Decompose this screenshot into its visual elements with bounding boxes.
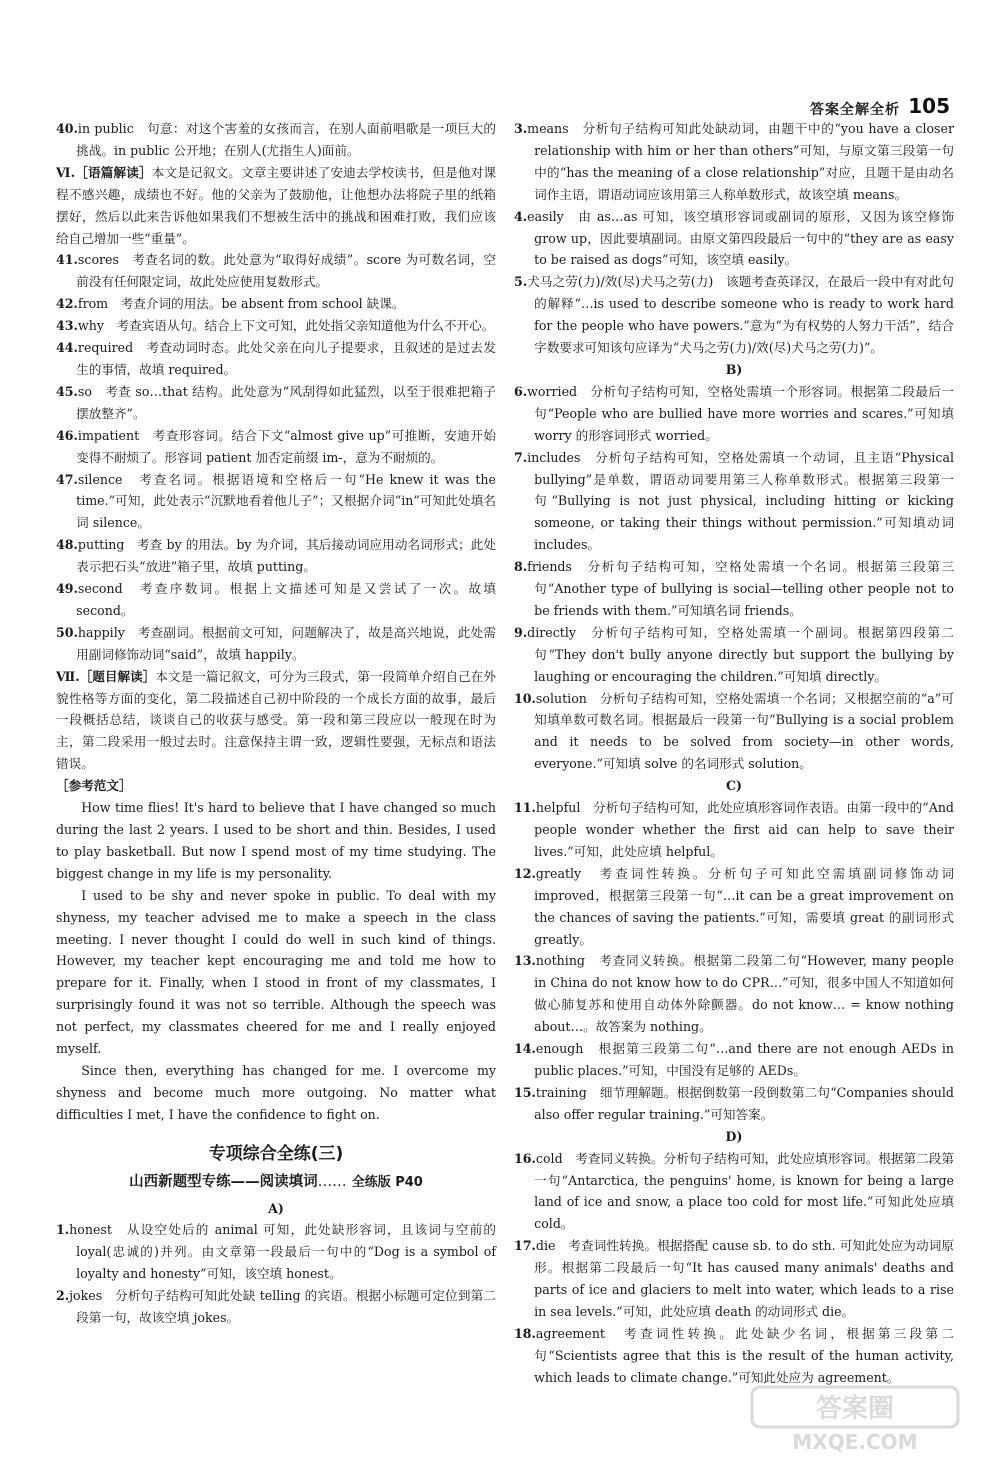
answer-item: 45.so 考查 so…that 结构。此处意为“风刮得如此猛烈，以至于很难把箱子摆放整齐”。	[56, 383, 496, 421]
header-title: 答案全解全析	[810, 102, 900, 118]
answer-item: 46.impatient 考查形容词。结合下文“almost give up”可推断，安迪开始变得不耐烦了。形容词 patient 加否定前缀 im-，意为不耐烦的。	[56, 427, 496, 465]
answer-item: 49.second 考查序数词。根据上文描述可知是又尝试了一次。故填 second。	[56, 581, 496, 618]
part-marker: D)	[725, 1128, 743, 1144]
answer-item: 11.helpful 分析句子结构可知，此处应填形容词作表语。由第一段中的“And people wonder whether the first aid can help to save their lives.”可知，此处应填 helpful。	[514, 800, 954, 859]
answer-item: 6.worried 分析句子结构可知，空格处需填一个形容词。根据第二段最后一句“People who are bullied have more worries and scares.”可知填 worry 的形容词形式 worried。	[514, 383, 954, 443]
section-title: 专项综合全练(三)	[208, 1143, 344, 1164]
section-subtitle: 山西新题型专练——阅读填词…… 全练版 P40	[129, 1173, 423, 1190]
answer-item: 47.silence 考查名词。根据语境和空格后一句“He knew it was the time.”可知，此处表示“沉默地看着他儿子”；又根据介词“in”可知此处填名词 silence。	[56, 471, 496, 531]
answer-item: 3.means 分析句子结构可知此处缺动词，由题干中的“you have a closer relationship with him or her than others”可知，与原文第三段第一句中的“has the meaning of a close relationship”对应，且题干是由动名词作主语，谓语动词应该用第三人称单数形式，故该空填 means。	[514, 121, 954, 202]
answer-item: 1.honest 从设空处后的 animal 可知，此处缺形容词，且该词与空前的 loyal(忠诚的)并列。由文章第一段最后一句中的“Dog is a symbol of loyalty and honesty”可知，该空填 honest。	[56, 1222, 496, 1282]
answer-item: 8.friends 分析句子结构可知，空格处需填一个名词。根据第三段第三句“Another type of bullying is social—telling other people not to be friends with them.”可知填名词 friends。	[514, 559, 954, 618]
essay-paragraph: I used to be shy and never spoke in public. To deal with my shyness, my teacher advised me to make a speech in the class meeting. I never thought I could do well in such kind of things. However, my teacher kept encouraging me and told me how to prepare for it. Finally, when I stood in front of my classmates, I surprisingly found it was not so terrible. Although the speech was not perfect, my classmates cheered for me and I really enjoyed myself.	[56, 887, 496, 1057]
answer-item: 44.required 考查动词时态。此处父亲在向儿子提要求，且叙述的是过去发生的事情，故填 required。	[56, 340, 496, 377]
part-marker: B)	[725, 361, 743, 377]
answer-item: 7.includes 分析句子结构可知，空格处需填一个动词，且主语“Physical bullying”是单数，谓语动词要用第三人称单数形式。根据第三段第一句“Bullying is not just physical, including hitting or kicking someone, or taking their things without permission.”可知填动词 includes。	[514, 449, 954, 553]
left-column	[56, 118, 496, 1329]
watermark-logo-text: 答案圈	[815, 1394, 895, 1424]
answer-item: 17.die 考查词性转换。根据搭配 cause sb. to do sth. 可知此处应为动词原形。根据第二段最后一句“It has caused many animals' deaths and parts of ice and glaciers to melt into water, which leads to a rise in sea levels.”可知，此处应填 death 的动词形式 die。	[514, 1238, 954, 1319]
watermark-url: MXQE.COM	[792, 1430, 918, 1454]
answer-item: 18.agreement 考查词性转换。此处缺少名词，根据第三段第二句“Scientists agree that this is the result of the human activity, which leads to climate change.”可知此处应为 agreement。	[514, 1325, 954, 1385]
answer-item: 9.directly 分析句子结构可知，空格处需填一个副词。根据第四段第二句“They don't bully anyone directly but support the bullying by laughing or encouraging the children.”可知填 directly。	[514, 624, 954, 684]
answer-item: 16.cold 考查同义转换。分析句子结构可知，此处应填形容词。根据第二段第一句“Antarctica, the penguins' home, is known for being a large land of ice and snow, a place too cold for most life.”可知此处应填 cold。	[514, 1150, 954, 1232]
answer-item: 4.easily 由 as…as 可知，该空填形容词或副词的原形，又因为该空修饰 grow up，因此要填副词。由原文第四段最后一句中的“they are as easy to be raised as dogs”可知，该空填 easily。	[514, 208, 954, 268]
part-marker: A)	[268, 1200, 284, 1216]
answer-item: 14.enough 根据第三段第二句“…and there are not enough AEDs in public places.”可知，中国没有足够的 AEDs。	[514, 1041, 954, 1078]
answer-item: 12.greatly 考查词性转换。分析句子可知此空需填副词修饰动词 improved，根据第三段第一句“…it can be a great improvement on the chances of saving the patients.”可知，需要填 great 的副词形式 greatly。	[514, 865, 954, 947]
page-number: 105	[908, 94, 950, 118]
answer-item: 48.putting 考查 by 的用法。by 为介词，其后接动词应用动名词形式；此处表示把石头“放进”箱子里，故填 putting。	[56, 537, 496, 575]
answer-item: 41.scores 考查名词的数。此处意为“取得好成绩”。score 为可数名词，空前没有任何限定词，故此处应使用复数形式。	[56, 252, 496, 290]
answer-item: 43.why 考查宾语从句。结合上下文可知，此处指父亲知道他为什么不开心。	[56, 318, 495, 334]
answer-item: 40.in public 句意：对这个害羞的女孩而言，在别人面前唱歌是一项巨大的挑战。in public 公开地；在别人(尤指生人)面前。	[56, 121, 496, 158]
answer-item: 13.nothing 考查同义转换。根据第二段第二句“However, many people in China do not know how to do CPR…”可知，很多中国人不知道如何做心肺复苏和使用自动体外除颤器。do not know… = know nothing about…。故答案为 nothing。	[514, 953, 954, 1035]
right-column	[514, 118, 954, 1389]
watermark-icon	[750, 1385, 960, 1455]
answer-item: 10.solution 分析句子结构可知，空格处需填一个名词；又根据空前的“a”可知填单数可数名词。根据最后一段第一句“Bullying is a social problem and it needs to be solved from society—in other words, everyone.”可知填 solve 的名词形式 solution。	[514, 690, 954, 772]
answer-item: 50.happily 考查副词。根据前文可知，问题解决了，故是高兴地说，此处需用副词修饰动词“said”，故填 happily。	[56, 624, 496, 662]
writing-analysis: Ⅶ.［题目解读］本文是一篇记叙文，可分为三段式，第一段简单介绍自己在外貌性格等方面的变化，第二段描述自己初中阶段的一个成长方面的故事，最后一段概括总结，谈谈自己的收获与感受。第一段和第三段应以一般现在时为主，第二段采用一般过去时。注意保持主谓一致，逻辑性要强，无标点和语法错误。	[56, 668, 496, 772]
passage-analysis: Ⅵ.［语篇解读］本文是记叙文。文章主要讲述了安迪去学校读书，但是他对课程不感兴趣，成绩也不好。他的父亲为了鼓励他，让他想办法将院子里的纸箱摆好，然后以此来告诉他如果我们不想被生活中的挑战和困难打败，我们应该给自己增加一些“重量”。	[56, 164, 496, 246]
answer-item: 42.from 考查介词的用法。be absent from school 缺课。	[56, 296, 405, 312]
answer-item: 15.training 细节理解题。根据倒数第一段倒数第二句“Companies should also offer regular training.”可知答案。	[514, 1084, 954, 1122]
sample-essay-title: ［参考范文］	[56, 778, 132, 794]
watermark-logo	[750, 1385, 960, 1455]
answer-item: 2.jokes 分析句子结构可知此处缺 telling 的宾语。根据小标题可定位到第二段第一句，故该空填 jokes。	[56, 1288, 496, 1326]
essay-paragraph: Since then, everything has changed for me. I overcome my shyness and become much more outgoing. No matter what difficulties I met, I have the confidence to fight on.	[56, 1062, 496, 1122]
essay-paragraph: How time flies! It's hard to believe that I have changed so much during the last 2 years. I used to be short and thin. Besides, I used to play basketball. But now I spend most of my time studying. The biggest change in my life is my personality.	[56, 800, 496, 881]
part-marker: C)	[726, 778, 742, 794]
answer-item: 5.犬马之劳(力)/效(尽)犬马之劳(力) 该题考查英译汉，在最后一段中有对此句的解释“…is used to describe someone who is ready to work hard for the people who have powers.”意为“为有权势的人努力干活”，结合字数要求可知该句应译为“犬马之劳(力)/效(尽)犬马之劳(力)”。	[514, 274, 954, 356]
